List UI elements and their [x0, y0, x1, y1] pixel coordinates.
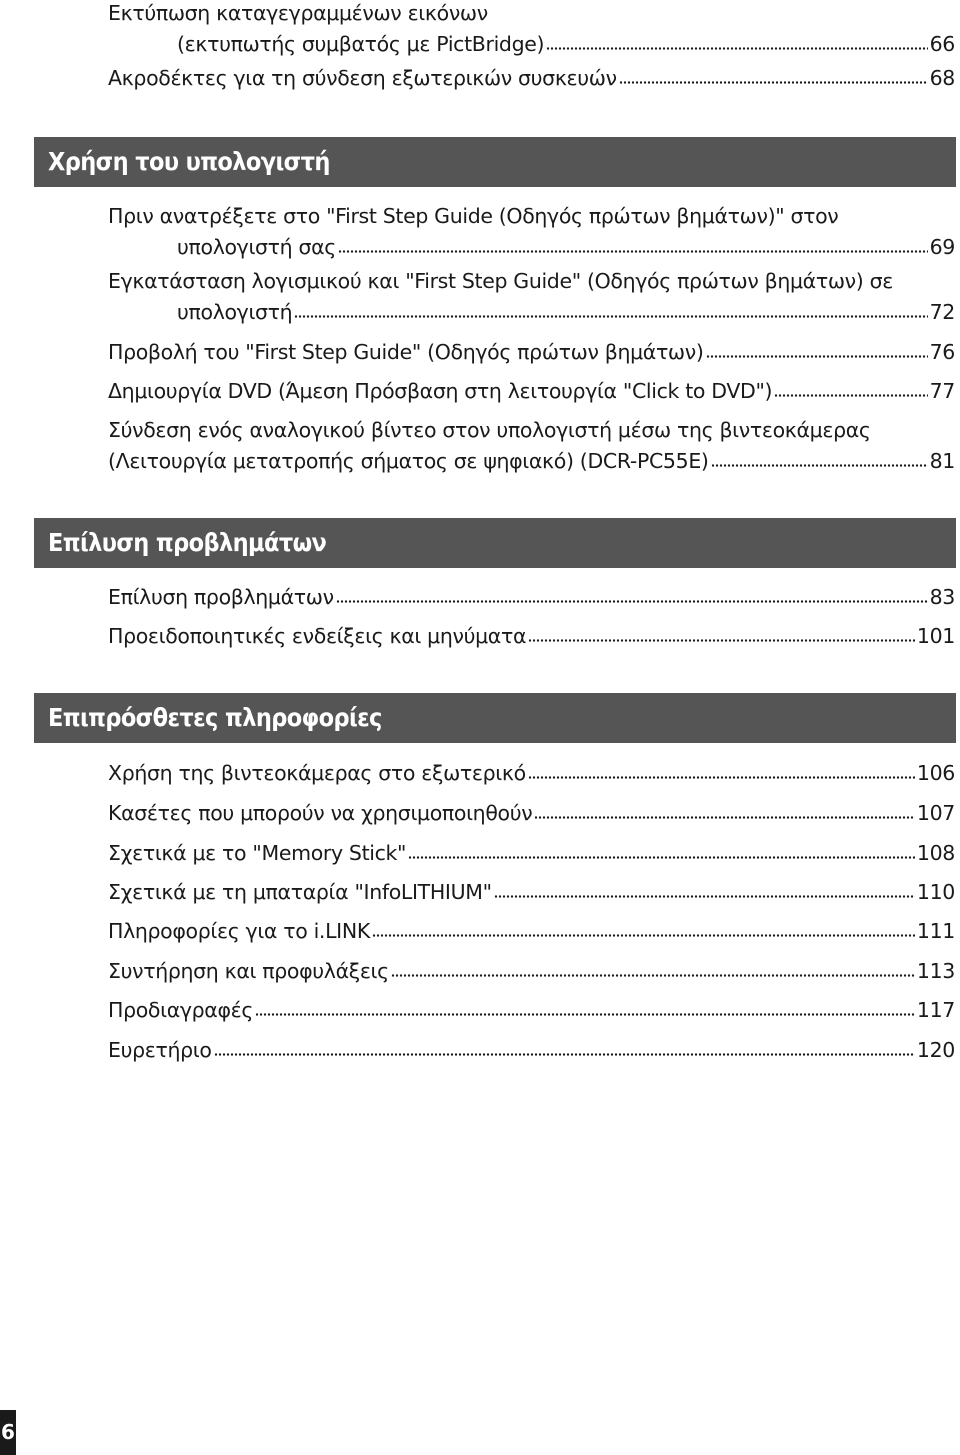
toc-page-number: 68 [929, 66, 955, 90]
toc-page-number: 110 [916, 880, 955, 904]
toc-entry[interactable] [108, 956, 955, 987]
toc-entry-title: Κασέτες που μπορούν να χρησιμοποιηθούν [108, 801, 533, 825]
toc-page-number: 66 [929, 32, 955, 56]
toc-entry-last-line [108, 29, 955, 60]
toc-page-number: 113 [916, 959, 955, 983]
toc-entry-title: Σχετικά με το "Memory Stick" [108, 841, 407, 865]
toc-entry[interactable] [108, 877, 955, 908]
toc-entry-last-line [108, 446, 955, 477]
toc-page-number: 69 [929, 235, 955, 259]
toc-entry-title: Δημιουργία DVD (Άμεση Πρόσβαση στη λειτουργία "Click to DVD") [108, 379, 773, 403]
toc-entry-line: Εκτύπωση καταγεγραμμένων εικόνων [108, 1, 488, 25]
toc-entry[interactable] [108, 838, 955, 869]
toc-page-number: 120 [916, 1038, 955, 1062]
toc-entry-last-line [108, 956, 955, 987]
toc-entry-last-line [108, 758, 955, 789]
section-heading-additional-info: Επιπρόσθετες πληροφορίες [34, 693, 956, 743]
toc-entry[interactable] [108, 758, 955, 789]
toc-entry-title: Ακροδέκτες για τη σύνδεση εξωτερικών συσκευών [108, 66, 617, 90]
toc-entry-last-line [108, 838, 955, 869]
toc-entry-title: Προδιαγραφές [108, 998, 254, 1022]
toc-entry[interactable] [108, 201, 955, 263]
toc-entry-last-line [108, 337, 955, 368]
toc-page-number: 111 [916, 919, 955, 943]
toc-entry[interactable] [108, 266, 955, 328]
dot-leader [711, 464, 928, 467]
toc-entry-title: Προειδοποιητικές ενδείξεις και μηνύματα [108, 624, 527, 648]
page-number-tab: 6 [0, 1410, 16, 1455]
toc-entry-last-line [108, 1035, 955, 1066]
toc-entry[interactable] [108, 995, 955, 1026]
toc-entry[interactable] [108, 916, 955, 947]
toc-page-number: 107 [916, 801, 955, 825]
toc-page-number: 77 [929, 379, 955, 403]
dot-leader [294, 315, 927, 318]
toc-page-number: 101 [916, 624, 955, 648]
dot-leader [546, 47, 927, 50]
toc-entry-line: Πριν ανατρέξετε στο "First Step Guide (Οδηγός πρώτων βημάτων)" στον [108, 204, 839, 228]
toc-page-number: 108 [916, 841, 955, 865]
toc-entry-last-line [108, 63, 955, 94]
toc-entry-title: Συντήρηση και προφυλάξεις [108, 959, 389, 983]
dot-leader [391, 974, 915, 977]
toc-entry-last-line [108, 995, 955, 1026]
toc-entry-last-line [108, 798, 955, 829]
toc-entry-title: υπολογιστή σας [177, 235, 336, 259]
toc-entry-title: υπολογιστή [177, 300, 293, 324]
section-heading-troubleshooting: Επίλυση προβλημάτων [34, 518, 956, 568]
toc-entry[interactable] [108, 376, 955, 407]
toc-entry-last-line [108, 582, 955, 613]
toc-entry[interactable] [108, 621, 955, 652]
dot-leader [338, 250, 928, 253]
toc-entry[interactable] [108, 415, 955, 477]
toc-entry-last-line [108, 916, 955, 947]
dot-leader [255, 1013, 915, 1016]
section-heading-computer: Χρήση του υπολογιστή [34, 137, 956, 187]
toc-page-number: 76 [929, 340, 955, 364]
toc-entry-title: Χρήση της βιντεοκάμερας στο εξωτερικό [108, 761, 526, 785]
toc-entry-last-line [108, 621, 955, 652]
toc-entry-title: Σχετικά με τη μπαταρία "InfoLITHIUM" [108, 880, 492, 904]
toc-entry-last-line [108, 877, 955, 908]
toc-entry[interactable] [108, 337, 955, 368]
toc-entry[interactable] [108, 1035, 955, 1066]
toc-entry-title: Πληροφορίες για το i.LINK [108, 919, 370, 943]
toc-page-number: 81 [929, 449, 955, 473]
toc-entry-last-line [108, 297, 955, 328]
toc-entry-line: Σύνδεση ενός αναλογικού βίντεο στον υπολογιστή μέσω της βιντεοκάμερας [108, 418, 871, 442]
dot-leader [528, 639, 915, 642]
dot-leader [372, 934, 915, 937]
toc-entry[interactable] [108, 63, 955, 94]
dot-leader [619, 81, 928, 84]
dot-leader [214, 1053, 915, 1056]
dot-leader [534, 816, 915, 819]
dot-leader [408, 856, 915, 859]
toc-entry-last-line [108, 232, 955, 263]
toc-entry-title: (εκτυπωτής συμβατός με PictBridge) [177, 32, 545, 56]
dot-leader [336, 600, 928, 603]
toc-entry-line: Εγκατάσταση λογισμικού και "First Step Guide" (Οδηγός πρώτων βημάτων) σε [108, 269, 893, 293]
toc-page-number: 117 [916, 998, 955, 1022]
toc-entry-title: Επίλυση προβλημάτων [108, 585, 334, 609]
dot-leader [528, 776, 915, 779]
toc-page-number: 72 [929, 300, 955, 324]
toc-page-number: 106 [916, 761, 955, 785]
dot-leader [706, 355, 928, 358]
toc-entry[interactable] [108, 582, 955, 613]
toc-entry[interactable] [108, 798, 955, 829]
toc-entry-last-line [108, 376, 955, 407]
toc-entry[interactable] [108, 0, 955, 60]
toc-page-number: 83 [929, 585, 955, 609]
toc-entry-title: Προβολή του "First Step Guide" (Οδηγός πρώτων βημάτων) [108, 340, 704, 364]
dot-leader [774, 394, 927, 397]
toc-entry-title: (Λειτουργία μετατροπής σήματος σε ψηφιακό) (DCR-PC55E) [108, 449, 709, 473]
dot-leader [494, 895, 915, 898]
toc-entry-title: Ευρετήριο [108, 1038, 212, 1062]
